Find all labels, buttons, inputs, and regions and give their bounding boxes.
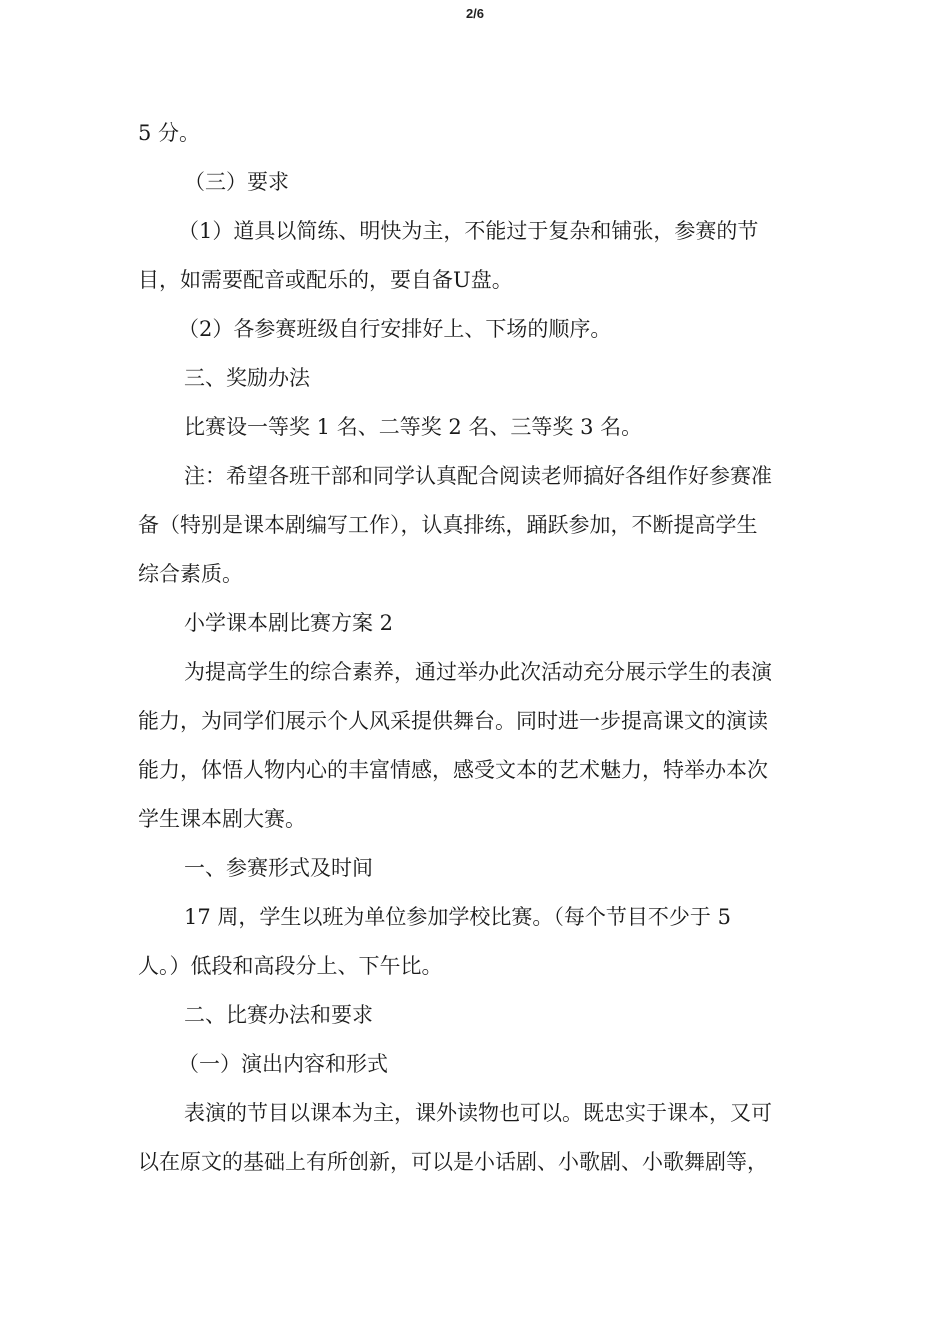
text-line: 17 周，学生以班为单位参加学校比赛。（每个节目不少于 5	[184, 905, 731, 929]
text-line: （2）各参赛班级自行安排好上、下场的顺序。	[178, 317, 612, 341]
section-heading: （三）要求	[184, 170, 289, 194]
document-body	[138, 109, 818, 1187]
text-line: 人。）低段和高段分上、下午比。	[138, 954, 443, 978]
text-line: 目，如需要配音或配乐的，要自备U盘。	[138, 268, 513, 292]
section-heading: （一）演出内容和形式	[178, 1052, 388, 1076]
text-line: 能力，为同学们展示个人风采提供舞台。同时进一步提高课文的演读	[138, 709, 768, 733]
section-heading: 三、奖励办法	[184, 366, 310, 390]
text-line: 学生课本剧大赛。	[138, 807, 306, 831]
section-heading: 一、参赛形式及时间	[184, 856, 373, 880]
text-line: （1）道具以简练、明快为主，不能过于复杂和铺张，参赛的节	[178, 219, 759, 243]
text-line: 5 分。	[138, 121, 201, 145]
text-line: 比赛设一等奖 1 名、二等奖 2 名、三等奖 3 名。	[184, 415, 643, 439]
text-line: 以在原文的基础上有所创新，可以是小话剧、小歌剧、小歌舞剧等，	[138, 1150, 768, 1174]
text-line: 综合素质。	[138, 562, 243, 586]
text-line: 表演的节目以课本为主，课外读物也可以。既忠实于课本，又可	[184, 1101, 772, 1125]
document-title: 小学课本剧比赛方案 2	[184, 611, 394, 635]
text-line: 能力，体悟人物内心的丰富情感，感受文本的艺术魅力，特举办本次	[138, 758, 768, 782]
page-number: 2/6	[465, 6, 485, 21]
section-heading: 二、比赛办法和要求	[184, 1003, 373, 1027]
text-line: 为提高学生的综合素养，通过举办此次活动充分展示学生的表演	[184, 660, 772, 684]
text-line: 注：希望各班干部和同学认真配合阅读老师搞好各组作好参赛准	[184, 464, 772, 488]
text-line: 备（特别是课本剧编写工作），认真排练，踊跃参加，不断提高学生	[138, 513, 758, 537]
